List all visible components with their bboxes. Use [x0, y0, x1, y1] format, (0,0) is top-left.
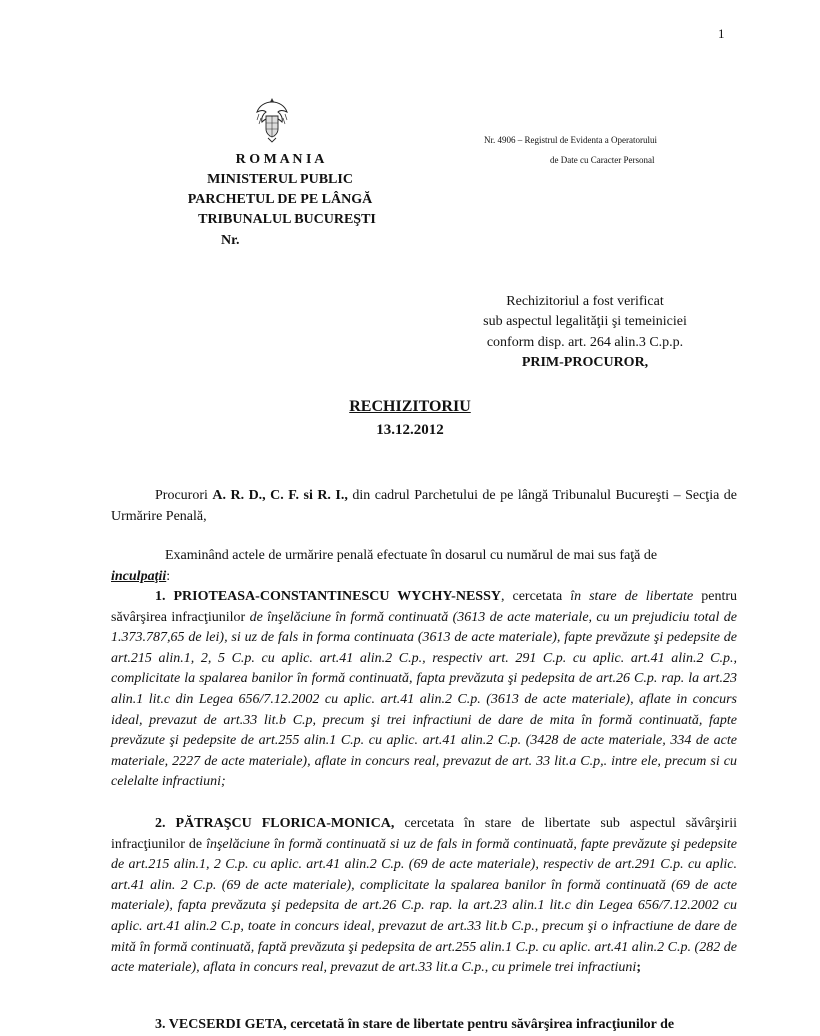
- registry-line-1: Nr. 4906 – Registrul de Evidenta a Operatorului: [484, 135, 657, 145]
- intro-text: Procurori: [155, 488, 213, 503]
- verification-signer: PRIM-PROCUROR,: [521, 355, 649, 370]
- verification-line-2: sub aspectul legalităţii şi temeiniciei: [483, 314, 687, 329]
- defendant-3-partial: 3. VECSERDI GETA, cercetată în stare de libertate pentru săvârşirea infracţiunilor de: [155, 1017, 675, 1032]
- defendant-1-text: , cercetata: [500, 589, 571, 604]
- document-title: RECHIZITORIU: [349, 398, 471, 415]
- defendant-1-status: în stare de libertate: [570, 589, 694, 604]
- examination-text: Examinând actele de urmărire penală efectuate în dosarul cu numărul de mai sus faţă de: [165, 548, 658, 563]
- defendant-1-text-2: pentru săvârşirea infracţiunilor: [111, 589, 737, 625]
- defendant-1-charges: de înşelăciune în formă continuată (3613 de acte materiale, cu un prejudiciu total de 1.373.787,65 de lei), si uz de fals in forma continuata (3613 de acte materiale), fapte prevăzute şi pedepsite de art.215 alin.1, 2, 5 C.p. cu aplic. art.41 alin.2 C.p., respectiv art. 291 C.p. cu aplic. art.41 alin.2 C.p., complicitate la spalarea banilor în formă continuată, fapta prevăzuta şi pedepsita de art.26 C.p. rap. la art.23 alin.1 lit.c din Legea 656/7.12.2002 cu aplic. art.41 alin.2 C.p. (3613 de acte materiale), aflate in concurs ideal, prevazut de art.33 lit.b C.p, precum şi trei infractiuni de dare de mita în formă continuată, fapte prevăzute şi pedepsite de art.255 alin.1 C.p. cu aplic. art.41 alin.2 C.p. (3428 de acte materiale, 334 de acte materiale, 2227 de acte materiale), aflate in concurs real, prevazut de art. 33 lit.a C.p,. intre ele, precum si cu celelalte infractiuni;: [111, 609, 737, 790]
- header-ministry: MINISTERUL PUBLIC: [207, 172, 353, 187]
- defendant-2-charges: înşelăciune în formă continuată si uz de fals in formă continuată, fapte prevăzute şi pedepsite de art.215 alin.1, 2 C.p. cu aplic. art.41 alin.2 C.p. (69 de acte materiale), respectiv de art.291 C.p. cu aplic. art.41 alin. 2 C.p. (69 de acte materiale), complicitate la spalarea banilor în formă continuată (69 de acte materiale), fapta prevăzuta şi pedepsita de art.26 C.p. rap. la art.23 alin.1 lit.c din Legea 656/7.12.2002 cu aplic. art.41 alin.2 C.p, toate in concurs ideal, prevazut de art.33 lit.b C.p., precum şi o infractiune de dare de mită în formă continuată, faptă prevăzuta şi pedepsita de art.255 alin.1 C.p. cu aplic. art.41 alin.2 C.p. (282 de acte materiale), aflata in concurs real, prevazut de art.33 lit.a C.p., cu primele trei infractiuni: [111, 836, 737, 976]
- defendant-1-paragraph: [111, 587, 737, 793]
- examination-colon: :: [166, 568, 171, 584]
- defendant-1-number: 1.: [155, 589, 174, 604]
- romania-coat-of-arms-icon: [255, 96, 289, 144]
- document-date: 13.12.2012: [376, 422, 444, 438]
- defendant-2-text: cercetata în stare de libertate sub aspectul săvârşirii infracţiunilor de: [111, 816, 737, 852]
- header-nr: Nr.: [221, 233, 240, 248]
- header-office-line-2: TRIBUNALUL BUCUREŞTI: [198, 212, 376, 227]
- verification-line-1: Rechizitoriul a fost verificat: [506, 294, 664, 309]
- defendant-2-number: 2.: [155, 816, 176, 831]
- page-number: 1: [718, 26, 725, 41]
- prosecutor-names: A. R. D., C. F. si R. I.,: [212, 488, 348, 503]
- intro-text-rest: din cadrul Parchetului de pe lângă Tribunalul Bucureşti – Secţia de Urmărire Penală,: [111, 488, 737, 524]
- header-country: R O M A N I A: [235, 152, 325, 167]
- verification-line-3: conform disp. art. 264 alin.3 C.p.p.: [486, 335, 684, 350]
- defendant-2-name: PĂTRAŞCU FLORICA-MONICA,: [175, 816, 395, 831]
- defendants-label: inculpaţii: [111, 568, 167, 584]
- defendant-2-paragraph: [111, 814, 737, 979]
- defendant-1-name: PRIOTEASA-CONSTANTINESCU WYCHY-NESSY: [173, 589, 501, 604]
- registry-line-2: de Date cu Caracter Personal: [550, 155, 655, 165]
- examination-paragraph: [111, 546, 737, 587]
- intro-paragraph: [111, 486, 737, 527]
- header-office-line-1: PARCHETUL DE PE LÂNGĂ: [187, 192, 373, 207]
- defendant-2-end: ;: [636, 960, 641, 976]
